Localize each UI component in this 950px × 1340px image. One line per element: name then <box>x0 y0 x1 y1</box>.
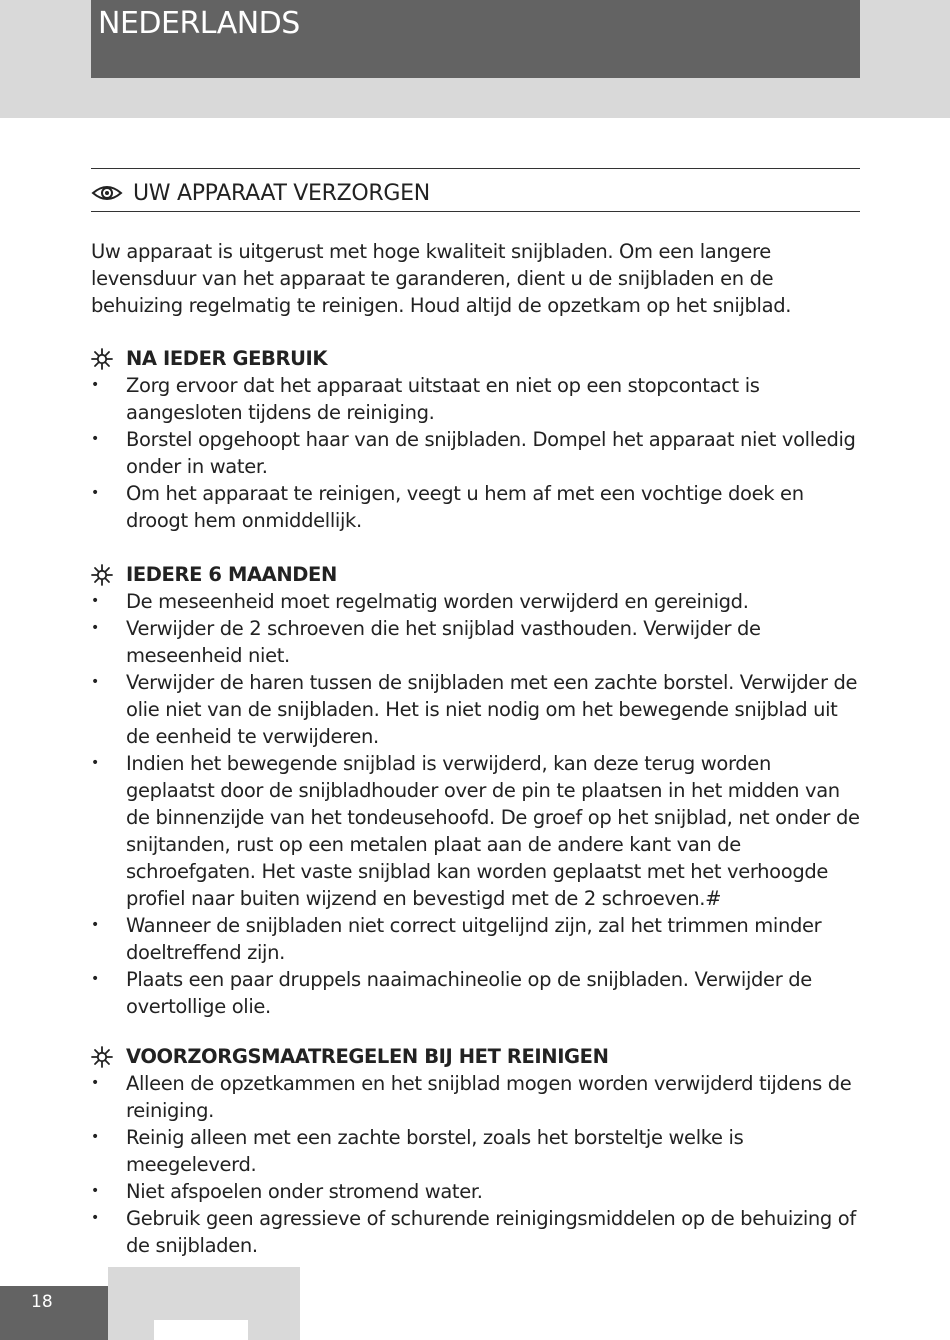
bullet-list <box>91 1070 863 1259</box>
sun-star-icon <box>91 564 113 586</box>
page-number-box <box>0 1286 108 1340</box>
subsection-heading <box>91 345 863 372</box>
eye-icon <box>91 183 123 203</box>
list-item: • Niet afspoelen onder stromend water. <box>91 1180 483 1203</box>
section-title: UW APPARAAT VERZORGEN <box>133 180 430 206</box>
section-rule-bottom <box>91 211 860 212</box>
list-item: • Verwijder de 2 schroeven die het snijblad vasthouden. Verwijder de meseenheid niet. <box>91 617 761 667</box>
bullet-list <box>91 588 863 1020</box>
list-item: • Borstel opgehoopt haar van de snijbladen. Dompel het apparaat niet volledig onder in water. <box>91 428 856 478</box>
subsection-title: VOORZORGSMAATREGELEN BIJ HET REINIGEN <box>126 1045 609 1068</box>
list-item: • Plaats een paar druppels naaimachineolie op de snijbladen. Verwijder de overtollige olie. <box>91 968 812 1018</box>
language-title: NEDERLANDS <box>98 6 300 41</box>
language-header <box>91 0 860 78</box>
subsection-every-6-months <box>91 561 863 1020</box>
subsection-title: IEDERE 6 MAANDEN <box>126 563 337 586</box>
subsection-cleaning-precautions <box>91 1043 863 1259</box>
list-item: • Reinig alleen met een zachte borstel, zoals het borsteltje welke is meegeleverd. <box>91 1126 744 1176</box>
list-item: • Indien het bewegende snijblad is verwijderd, kan deze terug worden geplaatst door de snijbladhouder over de pin te plaatsen in het midden van de binnenzijde van het tondeusehoofd. De groef op het snijblad, net onder de snijtanden, rust op een metalen plaat aan de andere kant van de schroefgaten. Het vaste snijblad kan worden geplaatst met het verhoogde profiel naar buiten wijzend en bevestigd met de 2 schroeven.# <box>91 752 860 910</box>
sun-star-icon <box>91 348 113 370</box>
bullet-list <box>91 372 863 534</box>
section-heading <box>91 176 430 210</box>
page-number: 18 <box>31 1292 53 1312</box>
list-item: • Alleen de opzetkammen en het snijblad mogen worden verwijderd tijdens de reiniging. <box>91 1072 852 1122</box>
list-item: • De meseenheid moet regelmatig worden verwijderd en gereinigd. <box>91 590 749 613</box>
subsection-heading <box>91 1043 863 1070</box>
list-item: • Gebruik geen agressieve of schurende reinigingsmiddelen op de behuizing of de snijbladen. <box>91 1207 856 1257</box>
subsection-after-each-use <box>91 345 863 534</box>
section-rule-top <box>91 168 860 169</box>
list-item: • Wanneer de snijbladen niet correct uitgelijnd zijn, zal het trimmen minder doeltreffend zijn. <box>91 914 822 964</box>
intro-paragraph: Uw apparaat is uitgerust met hoge kwaliteit snijbladen. Om een langere levensduur van het apparaat te garanderen, dient u de snijbladen en de behuizing regelmatig te reinigen. Houd altijd de opzetkam op het snijblad. <box>91 240 792 317</box>
list-item: • Verwijder de haren tussen de snijbladen met een zachte borstel. Verwijder de olie niet van de snijbladen. Het is niet nodig om het bewegende snijblad uit de eenheid te verwijderen. <box>91 671 858 748</box>
subsection-title: NA IEDER GEBRUIK <box>126 347 328 370</box>
sun-star-icon <box>91 1046 113 1068</box>
subsection-heading <box>91 561 863 588</box>
footer-strip <box>154 1320 248 1340</box>
list-item: • Zorg ervoor dat het apparaat uitstaat en niet op een stopcontact is aangesloten tijdens de reiniging. <box>91 374 760 424</box>
list-item: • Om het apparaat te reinigen, veegt u hem af met een vochtige doek en droogt hem onmiddellijk. <box>91 482 804 532</box>
